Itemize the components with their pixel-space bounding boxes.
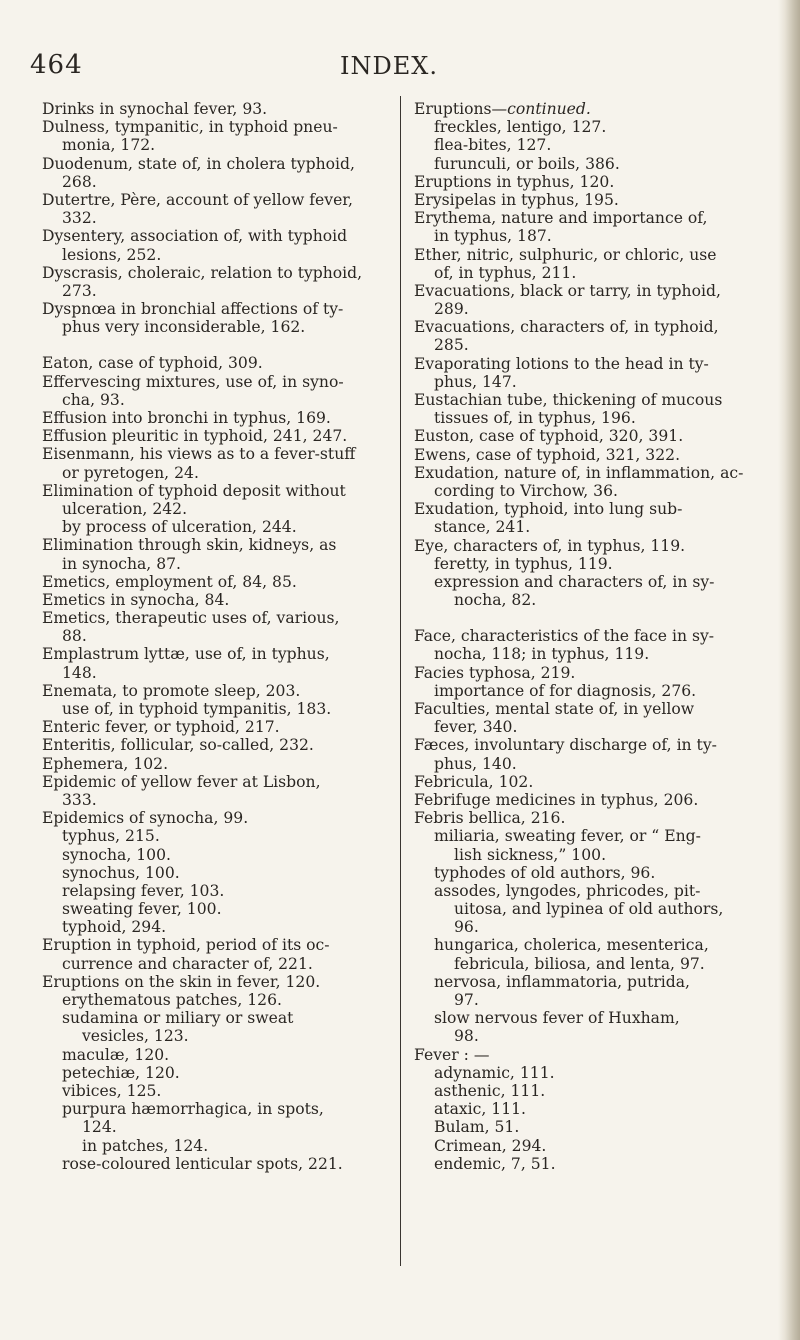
entry-text: vesicles, 123. — [82, 1027, 189, 1046]
index-subentry — [414, 1155, 784, 1173]
entry-text: freckles, lentigo, 127. — [434, 118, 607, 137]
index-entry — [42, 300, 394, 318]
index-subentry — [414, 900, 784, 918]
entry-text: lish sickness,” 100. — [454, 845, 607, 864]
index-entry — [414, 173, 784, 191]
entry-text: Elimination of typhoid deposit without — [42, 481, 346, 500]
index-subentry — [414, 409, 784, 427]
index-subentry — [414, 555, 784, 573]
entry-text: Faculties, mental state of, in yellow — [414, 700, 695, 718]
entry-text: 98. — [454, 1027, 479, 1046]
entry-text: Ephemera, 102. — [42, 754, 169, 773]
entry-text: 333. — [62, 790, 97, 809]
entry-text: by process of ulceration, 244. — [62, 518, 297, 537]
entry-text: sudamina or miliary or sweat — [62, 1009, 294, 1028]
index-subentry — [414, 955, 784, 973]
index-entry — [42, 591, 394, 609]
entry-text: Euston, case of typhoid, 320, 391. — [414, 427, 684, 446]
entry-text: Dyscrasis, choleraic, relation to typhoid, — [42, 263, 363, 282]
index-subentry — [414, 846, 784, 864]
entry-text: Febris bellica, 216. — [414, 809, 566, 828]
entry-text: furunculi, or boils, 386. — [434, 154, 620, 173]
entry-text: Emetics, employment of, 84, 85. — [42, 572, 297, 591]
section-gap — [414, 609, 784, 627]
entry-text: petechiæ, 120. — [62, 1063, 180, 1082]
entry-text: phus, 140. — [434, 754, 517, 773]
index-entry — [414, 355, 784, 373]
entry-text: Crimean, 294. — [434, 1136, 547, 1155]
entry-text: tissues of, in typhus, 196. — [434, 409, 636, 428]
index-entry — [42, 718, 394, 736]
index-subentry — [42, 318, 394, 336]
index-subentry — [42, 846, 394, 864]
entry-text: cha, 93. — [62, 390, 125, 409]
index-entry — [42, 118, 394, 136]
entry-text: Enteritis, follicular, so-called, 232. — [42, 736, 314, 755]
index-entry — [42, 264, 394, 282]
entry-text: in typhus, 187. — [434, 227, 552, 246]
entry-text: Effusion into bronchi in typhus, 169. — [42, 409, 331, 427]
index-subentry — [414, 300, 784, 318]
index-subentry — [414, 264, 784, 282]
index-subentry — [42, 900, 394, 918]
index-entry — [42, 409, 394, 427]
entry-text: 124. — [82, 1118, 117, 1137]
page-number: 464 — [30, 50, 83, 80]
continued-label: continued. — [507, 100, 591, 118]
index-subentry — [42, 791, 394, 809]
index-subentry — [42, 173, 394, 191]
entry-text: Dulness, tympanitic, in typhoid pneu- — [42, 118, 338, 137]
index-subentry — [42, 1064, 394, 1082]
index-subentry — [42, 827, 394, 845]
index-subentry — [414, 518, 784, 536]
index-subentry — [42, 1137, 394, 1155]
index-entry — [414, 773, 784, 791]
index-subentry — [414, 118, 784, 136]
entry-text: nocha, 82. — [454, 591, 537, 610]
entry-text: nervosa, inflammatoria, putrida, — [434, 972, 691, 991]
index-subentry — [42, 627, 394, 645]
index-subentry — [414, 991, 784, 1009]
index-subentry — [42, 991, 394, 1009]
entry-text: Dutertre, Père, account of yellow fever, — [42, 190, 353, 209]
index-entry — [42, 445, 394, 463]
entry-text: in synocha, 87. — [62, 554, 182, 573]
entry-text: lesions, 252. — [62, 245, 162, 264]
index-subentry — [42, 864, 394, 882]
entry-text: Exudation, nature of, in inflammation, ac- — [414, 463, 744, 482]
index-entry — [414, 809, 784, 827]
entry-text: Emplastrum lyttæ, use of, in typhus, — [42, 645, 330, 664]
entry-text: Effusion pleuritic in typhoid, 241, 247. — [42, 427, 348, 446]
entry-text: 96. — [454, 918, 479, 937]
index-subentry — [414, 755, 784, 773]
index-subentry — [42, 500, 394, 518]
entry-text: assodes, lyngodes, phricodes, pit- — [434, 881, 701, 900]
entry-text: Face, characteristics of the face in sy- — [414, 627, 715, 646]
entry-text: flea-bites, 127. — [434, 136, 552, 155]
index-entry — [42, 100, 394, 118]
entry-text: Enemata, to promote sleep, 203. — [42, 681, 301, 700]
entry-text: Exudation, typhoid, into lung sub- — [414, 500, 683, 519]
index-entry — [414, 1046, 784, 1064]
index-entry — [414, 427, 784, 445]
index-subentry — [42, 918, 394, 936]
index-subentry — [42, 1118, 394, 1136]
index-subentry — [414, 573, 784, 591]
entry-text: erythematous patches, 126. — [62, 991, 282, 1009]
index-subentry — [414, 1100, 784, 1118]
entry-text: adynamic, 111. — [434, 1063, 555, 1082]
entry-text: in patches, 124. — [82, 1136, 209, 1155]
entry-text: Fæces, involuntary discharge of, in ty- — [414, 736, 717, 755]
entry-text: slow nervous fever of Huxham, — [434, 1009, 680, 1028]
index-subentry — [42, 555, 394, 573]
index-entry — [414, 318, 784, 336]
entry-text: feretty, in typhus, 119. — [434, 554, 613, 573]
index-subentry — [414, 1064, 784, 1082]
index-subentry — [42, 246, 394, 264]
entry-text: Effervescing mixtures, use of, in syno- — [42, 372, 344, 391]
index-subentry — [42, 136, 394, 154]
index-subentry — [414, 1137, 784, 1155]
entry-text: Bulam, 51. — [434, 1118, 520, 1137]
index-subentry — [42, 1027, 394, 1045]
index-entry — [414, 191, 784, 209]
index-subentry — [414, 864, 784, 882]
entry-text: Eisenmann, his views as to a fever-stuff — [42, 445, 356, 464]
entry-text: phus, 147. — [434, 372, 517, 391]
entry-text: Elimination through skin, kidneys, as — [42, 536, 337, 555]
entry-text: Emetics, therapeutic uses of, various, — [42, 609, 340, 628]
index-subentry — [42, 882, 394, 900]
entry-text: synochus, 100. — [62, 863, 180, 882]
index-entry — [42, 755, 394, 773]
index-subentry — [414, 482, 784, 500]
entry-text: 97. — [454, 991, 479, 1009]
index-entry — [414, 500, 784, 518]
index-subentry — [42, 464, 394, 482]
entry-text: vibices, 125. — [62, 1081, 162, 1100]
index-subentry — [414, 918, 784, 936]
index-entry — [414, 700, 784, 718]
entry-text: or pyretogen, 24. — [62, 463, 199, 482]
index-entry — [414, 537, 784, 555]
index-entry — [414, 464, 784, 482]
index-subentry — [42, 700, 394, 718]
index-subentry — [42, 391, 394, 409]
index-entry — [42, 191, 394, 209]
index-subentry — [42, 518, 394, 536]
entry-text: 332. — [62, 209, 97, 228]
index-entry — [42, 373, 394, 391]
entry-text: Eruption in typhoid, period of its oc- — [42, 936, 330, 955]
entry-text: currence and character of, 221. — [62, 954, 313, 973]
index-subentry — [414, 936, 784, 954]
index-entry — [414, 627, 784, 645]
entry-text: expression and characters of, in sy- — [434, 572, 715, 591]
entry-text: uitosa, and lypinea of old authors, — [454, 900, 724, 919]
entry-text: Ether, nitric, sulphuric, or chloric, use — [414, 245, 717, 264]
entry-text: rose-coloured lenticular spots, 221. — [62, 1154, 343, 1173]
index-column-right — [414, 100, 784, 1173]
index-entry — [414, 664, 784, 682]
entry-text: Evaporating lotions to the head in ty- — [414, 354, 709, 373]
entry-text: Eustachian tube, thickening of mucous — [414, 391, 723, 409]
index-subentry — [414, 1027, 784, 1045]
column-divider — [400, 96, 401, 1266]
entry-text: purpura hæmorrhagica, in spots, — [62, 1100, 324, 1119]
index-subentry — [42, 1009, 394, 1027]
index-subentry — [414, 882, 784, 900]
entry-text: Enteric fever, or typhoid, 217. — [42, 718, 280, 737]
index-subentry — [42, 282, 394, 300]
index-subentry — [414, 682, 784, 700]
entry-text: cording to Virchow, 36. — [434, 481, 618, 500]
index-subentry — [414, 1082, 784, 1100]
index-entry — [42, 973, 394, 991]
index-entry — [42, 736, 394, 754]
index-entry — [42, 936, 394, 954]
entry-text: nocha, 118; in typhus, 119. — [434, 645, 650, 664]
index-subentry — [42, 1082, 394, 1100]
entry-text: fever, 340. — [434, 718, 518, 737]
index-entry — [414, 282, 784, 300]
entry-text: use of, in typhoid tympanitis, 183. — [62, 700, 332, 718]
index-entry — [414, 209, 784, 227]
entry-text: Eruptions— — [414, 100, 508, 118]
entry-text: relapsing fever, 103. — [62, 881, 225, 900]
index-entry — [414, 100, 784, 118]
entry-text: hungarica, cholerica, mesenterica, — [434, 936, 709, 955]
entry-text: Eruptions on the skin in fever, 120. — [42, 972, 321, 991]
entry-text: synocha, 100. — [62, 845, 171, 864]
entry-text: phus very inconsiderable, 162. — [62, 318, 306, 337]
entry-text: Facies typhosa, 219. — [414, 663, 576, 682]
entry-text: Erysipelas in typhus, 195. — [414, 190, 619, 209]
entry-text: Dysentery, association of, with typhoid — [42, 227, 348, 246]
entry-text: 285. — [434, 336, 469, 355]
index-entry — [42, 227, 394, 245]
entry-text: Eaton, case of typhoid, 309. — [42, 354, 263, 373]
entry-text: Erythema, nature and importance of, — [414, 209, 708, 228]
entry-text: 88. — [62, 627, 87, 646]
index-entry — [414, 791, 784, 809]
index-entry — [42, 155, 394, 173]
index-entry — [42, 354, 394, 372]
index-entry — [414, 391, 784, 409]
index-subentry — [414, 718, 784, 736]
entry-text: 268. — [62, 172, 97, 191]
entry-text: Eye, characters of, in typhus, 119. — [414, 536, 686, 555]
entry-text: febricula, biliosa, and lenta, 97. — [454, 954, 705, 973]
index-entry — [42, 645, 394, 663]
entry-text: Ewens, case of typhoid, 321, 322. — [414, 445, 681, 464]
index-entry — [42, 573, 394, 591]
index-subentry — [42, 1100, 394, 1118]
entry-text: Drinks in synochal fever, 93. — [42, 100, 268, 118]
index-entry — [42, 773, 394, 791]
index-subentry — [42, 1155, 394, 1173]
entry-text: Eruptions in typhus, 120. — [414, 172, 615, 191]
index-entry — [42, 809, 394, 827]
entry-text: 273. — [62, 281, 97, 300]
index-subentry — [414, 1118, 784, 1136]
index-subentry — [42, 209, 394, 227]
entry-text: Epidemic of yellow fever at Lisbon, — [42, 772, 321, 791]
entry-text: sweating fever, 100. — [62, 900, 222, 919]
entry-text: Febricula, 102. — [414, 772, 534, 791]
index-subentry — [414, 155, 784, 173]
index-column-left — [42, 100, 394, 1173]
index-subentry — [414, 227, 784, 245]
index-subentry — [414, 973, 784, 991]
page-header — [0, 50, 800, 90]
index-entry — [42, 682, 394, 700]
entry-text: maculæ, 120. — [62, 1045, 170, 1064]
index-entry — [414, 446, 784, 464]
entry-text: Duodenum, state of, in cholera typhoid, — [42, 154, 355, 173]
entry-text: Febrifuge medicines in typhus, 206. — [414, 790, 699, 809]
entry-text: importance of for diagnosis, 276. — [434, 681, 697, 700]
index-entry — [414, 246, 784, 264]
entry-text: endemic, 7, 51. — [434, 1154, 556, 1173]
entry-text: asthenic, 111. — [434, 1081, 546, 1100]
entry-text: Dyspnœa in bronchial affections of ty- — [42, 300, 344, 319]
index-entry — [414, 736, 784, 754]
entry-text: Emetics in synocha, 84. — [42, 590, 230, 609]
index-subentry — [414, 591, 784, 609]
index-subentry — [42, 664, 394, 682]
entry-text: typhus, 215. — [62, 827, 160, 846]
index-subentry — [414, 827, 784, 845]
entry-text: Evacuations, black or tarry, in typhoid, — [414, 281, 721, 300]
index-subentry — [414, 336, 784, 354]
index-subentry — [42, 955, 394, 973]
entry-text: ataxic, 111. — [434, 1100, 527, 1119]
entry-text: typhoid, 294. — [62, 918, 167, 937]
index-entry — [42, 609, 394, 627]
entry-text: Fever : — — [414, 1045, 490, 1064]
index-subentry — [414, 373, 784, 391]
index-subentry — [414, 136, 784, 154]
entry-text: 148. — [62, 663, 97, 682]
section-gap — [42, 336, 394, 354]
entry-text: typhodes of old authors, 96. — [434, 863, 656, 882]
index-entry — [42, 482, 394, 500]
index-subentry — [414, 645, 784, 663]
entry-text: of, in typhus, 211. — [434, 263, 577, 282]
index-subentry — [42, 1046, 394, 1064]
index-subentry — [414, 1009, 784, 1027]
entry-text: miliaria, sweating fever, or “ Eng- — [434, 827, 701, 846]
entry-text: stance, 241. — [434, 518, 531, 537]
entry-text: monia, 172. — [62, 136, 156, 155]
entry-text: Epidemics of synocha, 99. — [42, 809, 249, 828]
entry-text: ulceration, 242. — [62, 499, 188, 518]
index-entry — [42, 427, 394, 445]
index-entry — [42, 536, 394, 554]
entry-text: 289. — [434, 300, 469, 319]
entry-text: Evacuations, characters of, in typhoid, — [414, 318, 719, 337]
running-head: INDEX. — [340, 52, 438, 80]
